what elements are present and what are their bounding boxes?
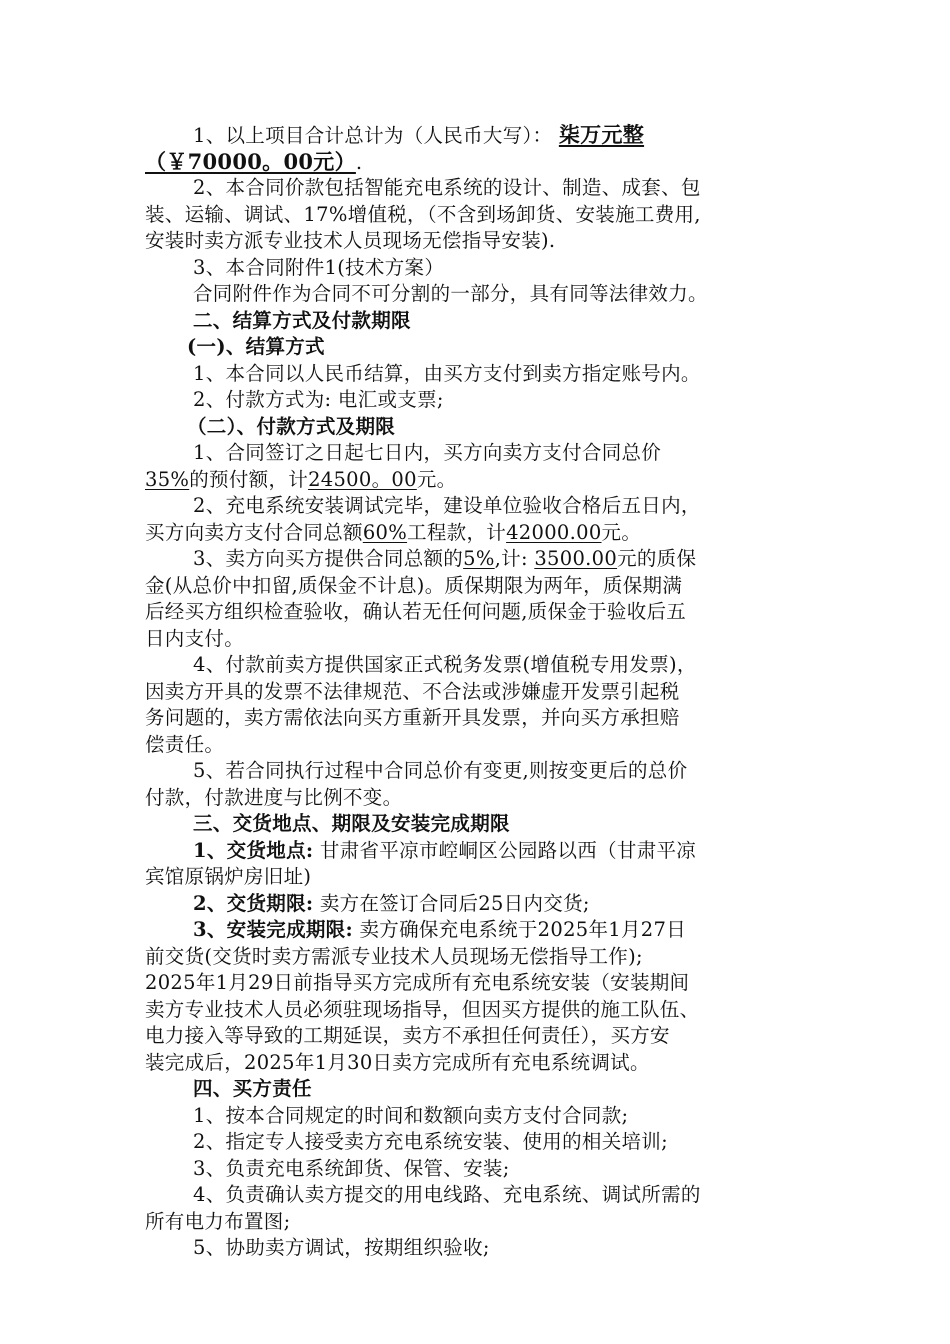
text-run: 甘肃省平凉市崆峒区公园路以西（甘肃平凉	[313, 838, 697, 862]
text-run: 3500.00	[534, 547, 618, 570]
text-run: 装完成后，2025年1月30日卖方完成所有充电系统调试。	[145, 1050, 650, 1074]
text-run: 合同附件作为合同不可分割的一部分，具有同等法律效力。	[193, 282, 708, 305]
text-line	[145, 281, 805, 308]
text-run: 4、付款前卖方提供国家正式税务发票(增值税专用发票)，	[193, 653, 697, 676]
text-line	[145, 1076, 805, 1103]
text-line	[145, 864, 805, 891]
text-run: 1、以上项目合计总计为（人民币大写）：	[193, 124, 559, 147]
text-run: 日内支付。	[145, 626, 245, 650]
text-run: 宾馆原锅炉房旧址)	[145, 865, 312, 888]
text-run: 35%	[145, 467, 190, 491]
text-run: (一)、结算方式	[187, 335, 325, 358]
text-run: 5%	[463, 547, 495, 570]
text-line	[145, 387, 805, 414]
text-line	[145, 1235, 805, 1262]
text-line	[145, 202, 805, 229]
text-run: 柒万元整	[558, 122, 645, 147]
text-line	[145, 1209, 805, 1236]
text-run: .	[355, 150, 363, 174]
text-run: 买方向卖方支付合同总额	[145, 520, 363, 544]
text-run: 所有电力布置图;	[145, 1209, 291, 1233]
text-run: 2、交货期限:	[193, 891, 314, 915]
text-run: 2、付款方式为: 电汇或支票;	[193, 388, 444, 411]
text-line	[145, 122, 805, 149]
text-line	[145, 308, 805, 335]
text-run: 后经买方组织检查验收，确认若无任何问题,质保金于验收后五	[145, 600, 687, 623]
text-line	[145, 599, 805, 626]
text-line	[145, 917, 805, 944]
text-line	[145, 520, 805, 547]
text-line	[145, 149, 805, 176]
text-run: 工程款，计	[407, 520, 507, 544]
text-run: 1、本合同以人民币结算，由买方支付到卖方指定账号内。	[193, 361, 701, 385]
text-run: 3、本合同附件1(技术方案）	[193, 255, 445, 279]
text-run: 安装时卖方派专业技术人员现场无偿指导安装).	[145, 229, 556, 252]
text-run: 4、负责确认卖方提交的用电线路、充电系统、调试所需的	[193, 1183, 701, 1206]
text-line	[145, 1050, 805, 1077]
text-line	[145, 785, 805, 812]
text-line	[145, 811, 805, 838]
text-line	[145, 1103, 805, 1130]
text-run: 电力接入等导致的工期延误，卖方不承担任何责任），买方安	[145, 1024, 670, 1047]
text-line	[145, 334, 805, 361]
text-run: 2、充电系统安装调试完毕，建设单位验收合格后五日内，	[193, 494, 701, 517]
text-run: 卖方专业技术人员必须驻现场指导，但因买方提供的施工队伍、	[145, 997, 700, 1021]
text-run: 的预付额，计	[189, 467, 309, 491]
text-run: 三、交货地点、期限及安装完成期限	[193, 812, 510, 835]
text-run: ,计:	[494, 547, 535, 570]
text-run: 1、按本合同规定的时间和数额向卖方支付合同款;	[193, 1103, 629, 1127]
text-run: 3、卖方向买方提供合同总额的	[193, 547, 464, 570]
text-run: 二、结算方式及付款期限	[193, 308, 411, 332]
text-line	[145, 361, 805, 388]
text-run: 务问题的，卖方需依法向买方重新开具发票，并向买方承担赔	[145, 706, 680, 729]
text-line	[145, 970, 805, 997]
text-run: 1、交货地点:	[193, 838, 314, 862]
text-run: 60%	[362, 520, 408, 544]
text-line	[145, 573, 805, 600]
text-line	[145, 1182, 805, 1209]
text-line	[145, 228, 805, 255]
text-run: 5、协助卖方调试，按期组织验收;	[193, 1236, 490, 1259]
text-run: 24500。00	[308, 467, 417, 491]
text-run: 卖方在签订合同后25日内交货;	[313, 891, 590, 915]
text-line	[145, 626, 805, 653]
text-run: 前交货(交货时卖方需派专业技术人员现场无偿指导工作);	[145, 944, 643, 968]
text-run: （￥70000。00元）	[145, 148, 356, 174]
text-run: 元。	[601, 520, 642, 544]
text-run: 元的质保	[617, 547, 697, 570]
text-run: 偿责任。	[145, 732, 225, 756]
text-line	[145, 546, 805, 573]
contract-page	[145, 122, 805, 1262]
text-line	[145, 758, 805, 785]
text-line	[145, 255, 805, 282]
text-run: 42000.00	[506, 520, 602, 544]
text-run: 金(从总价中扣留,质保金不计息)。质保期限为两年，质保期满	[145, 573, 683, 597]
text-line	[145, 1156, 805, 1183]
text-line	[145, 679, 805, 706]
text-run: 2、指定专人接受卖方充电系统安装、使用的相关培训;	[193, 1130, 668, 1153]
text-run: 卖方确保充电系统于2025年1月27日	[352, 918, 687, 941]
text-line	[145, 1023, 805, 1050]
text-line	[145, 440, 805, 467]
text-run: 3、负责充电系统卸货、保管、安装;	[193, 1156, 510, 1180]
text-line	[145, 732, 805, 759]
text-run: 3、安装完成期限:	[193, 918, 353, 941]
text-run: （二）、付款方式及期限	[187, 414, 396, 438]
text-line	[145, 652, 805, 679]
text-run: 1、合同签订之日起七日内，买方向卖方支付合同总价	[193, 441, 662, 464]
text-run: 付款，付款进度与比例不变。	[145, 785, 403, 809]
text-line	[145, 493, 805, 520]
text-run: 装、运输、调试、17%增值税，（不含到场卸货、安装施工费用,	[145, 202, 701, 226]
text-line	[145, 944, 805, 971]
text-line	[145, 997, 805, 1024]
text-line	[145, 891, 805, 918]
text-line	[145, 467, 805, 494]
text-line	[145, 705, 805, 732]
text-run: 2025年1月29日前指导买方完成所有充电系统安装（安装期间	[145, 971, 690, 994]
text-line	[145, 414, 805, 441]
text-run: 2、本合同价款包括智能充电系统的设计、制造、成套、包	[193, 176, 701, 199]
text-run: 因卖方开具的发票不法律规范、不合法或涉嫌虚开发票引起税	[145, 679, 680, 703]
text-line	[145, 838, 805, 865]
text-run: 5、若合同执行过程中合同总价有变更,则按变更后的总价	[193, 759, 688, 782]
text-line	[145, 1129, 805, 1156]
text-run: 四、买方责任	[193, 1077, 312, 1100]
text-line	[145, 175, 805, 202]
text-run: 元。	[416, 467, 457, 491]
